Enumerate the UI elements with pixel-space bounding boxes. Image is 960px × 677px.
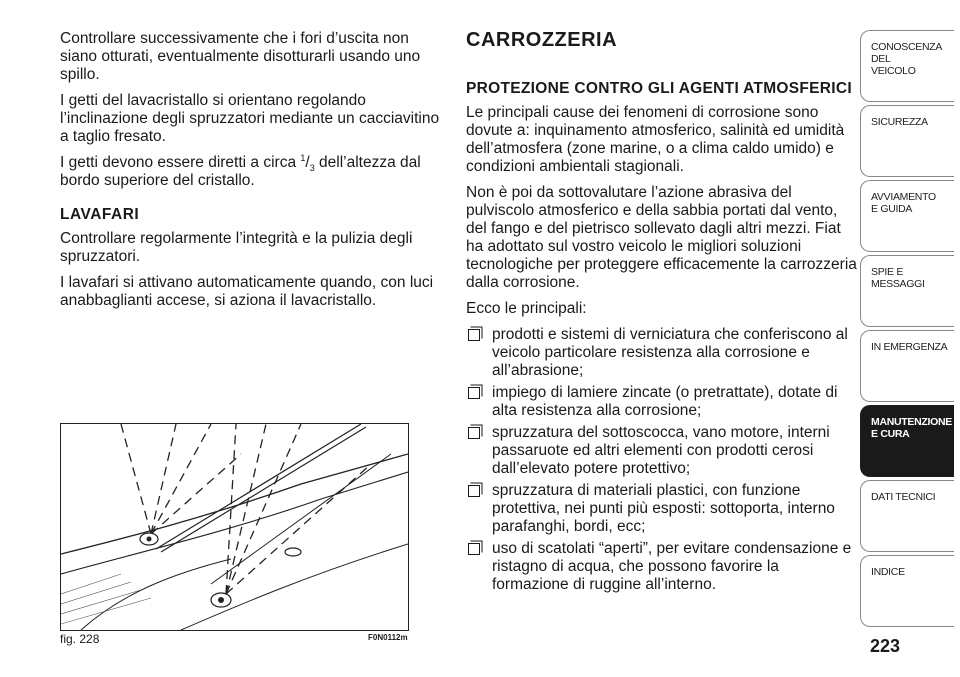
paragraph: Ecco le principali:: [466, 300, 587, 317]
tab-indice[interactable]: INDICE: [860, 555, 954, 627]
section-heading-lavafari: LAVAFARI: [60, 206, 140, 223]
checkbox-bullet-icon: [468, 329, 480, 341]
text: I getti devono essere diretti a circa: [60, 154, 301, 171]
bullet-list: [466, 326, 858, 594]
figure-washer-jets: [60, 423, 409, 631]
checkbox-bullet-icon: [468, 485, 480, 497]
page-number: 223: [870, 636, 901, 656]
paragraph: I lavafari si attivano automaticamente quando, con luci anabbaglianti accese, si aziona il lavacristallo.: [60, 274, 434, 309]
paragraph: Le principali cause dei fenomeni di corrosione sono dovute a: inquinamento atmosferico, salinità ed umidità dell’atmosfera (zone marine, o a clima caldo umido) e condizioni ambientali stagionali.: [466, 104, 845, 175]
paragraph: I getti devono essere diretti a circa $^1/_3$ dell’altezza dal bordo superiore del cristallo.: [60, 152, 421, 189]
tab-in-emergenza[interactable]: IN EMERGENZA: [860, 330, 954, 402]
tab-sicurezza[interactable]: SICUREZZA: [860, 105, 954, 177]
text: dell’altezza dal bordo superiore del cristallo.: [60, 154, 421, 189]
checkbox-bullet-icon: [468, 427, 480, 439]
paragraph: Controllare successivamente che i fori d’uscita non siano otturati, eventualmente disotturarli usando uno spillo.: [60, 30, 421, 83]
tab-avviamento-e-guida[interactable]: AVVIAMENTO E GUIDA: [860, 180, 954, 252]
list-item: uso di scatolati “aperti”, per evitare condensazione e ristagno di acqua, che possono favorire la formazione di ruggine all’interno.: [466, 540, 858, 594]
checkbox-bullet-icon: [468, 543, 480, 555]
left-column: [60, 30, 445, 318]
section-subtitle: PROTEZIONE CONTRO GLI AGENTI ATMOSFERICI: [466, 80, 853, 97]
washer-jets-illustration: [61, 424, 408, 630]
list-item: spruzzatura del sottoscocca, vano motore, interni passaruote ed altri elementi con prodotti cerosi dall’elevato potere protettivo;: [466, 424, 858, 478]
paragraph: Controllare regolarmente l’integrità e la pulizia degli spruzzatori.: [60, 230, 413, 265]
tab-dati-tecnici[interactable]: DATI TECNICI: [860, 480, 954, 552]
fraction-numerator: 1: [300, 152, 306, 163]
right-column: [466, 30, 858, 598]
section-title: CARROZZERIA: [466, 29, 618, 51]
paragraph: Non è poi da sottovalutare l’azione abrasiva del pulviscolo atmosferico e della sabbia portati dal vento, del fango e del pietrisco sollevato dagli altri mezzi. Fiat ha adottato sul vostro veicolo le migliori soluzioni tecnologiche per proteggere efficacemente la carrozzeria dalla corrosione.: [466, 184, 857, 291]
list-item: impiego di lamiere zincate (o pretrattate), dotate di alta resistenza alla corrosione;: [466, 384, 858, 420]
figure-code: F0N0112m: [368, 633, 408, 642]
figure-caption: fig. 228: [60, 632, 100, 646]
checkbox-bullet-icon: [468, 387, 480, 399]
tab-spie-e-messaggi[interactable]: SPIE E MESSAGGI: [860, 255, 954, 327]
fraction-denominator: 3: [309, 163, 315, 174]
tab-manutenzione-e-cura[interactable]: MANUTENZIONE E CURA: [860, 405, 954, 477]
list-item: prodotti e sistemi di verniciatura che conferiscono al veicolo particolare resistenza alla corrosione e all’abrasione;: [466, 326, 858, 380]
tab-conoscenza-del-veicolo[interactable]: CONOSCENZA DEL VEICOLO: [860, 30, 954, 102]
paragraph: I getti del lavacristallo si orientano regolando l’inclinazione degli spruzzatori mediante un cacciavitino a taglio fresato.: [60, 92, 440, 145]
list-item: spruzzatura di materiali plastici, con funzione protettiva, nei punti più esposti: sottoporta, interno parafanghi, bordi, ecc;: [466, 482, 858, 536]
